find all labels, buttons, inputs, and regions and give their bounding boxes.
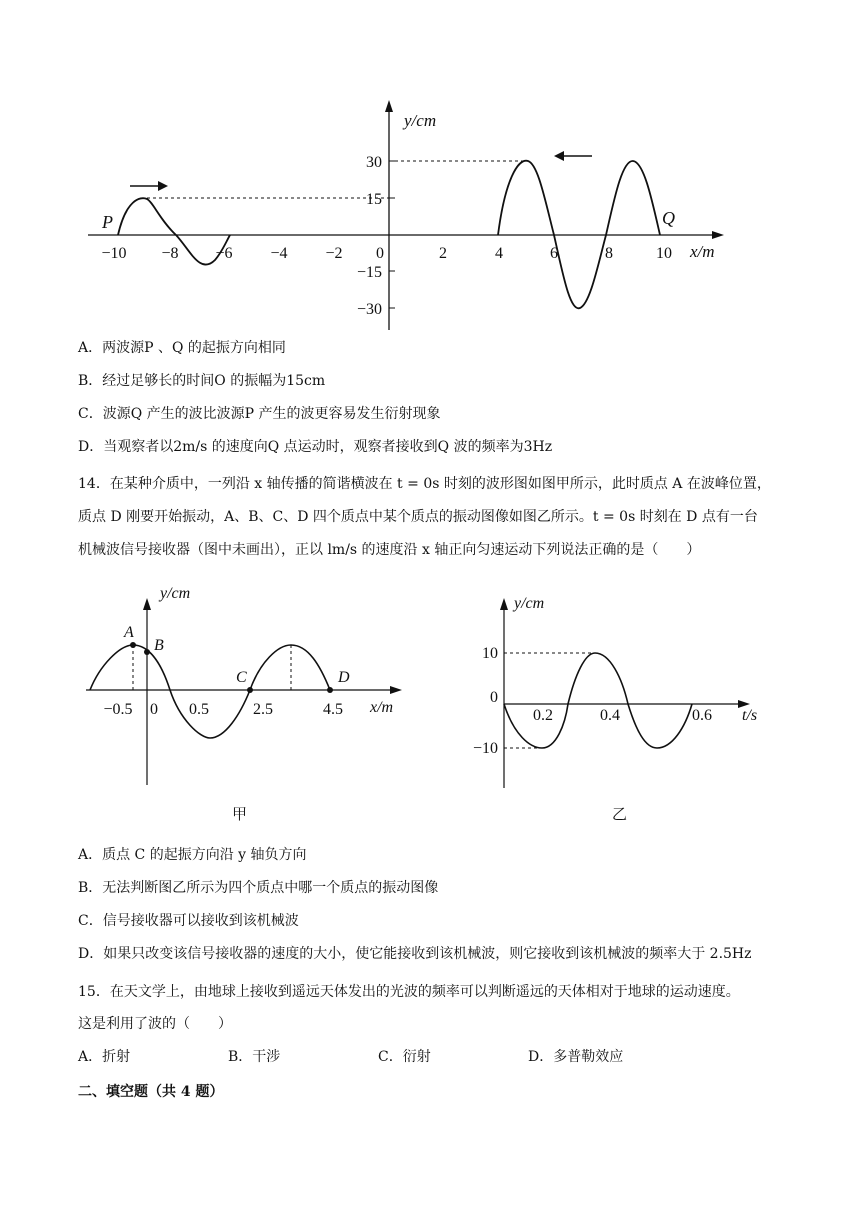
figure-yi-caption: 乙 <box>612 805 628 823</box>
point-b: B <box>154 637 164 654</box>
x-tick: 0.5 <box>189 701 209 718</box>
y-tick: 10 <box>482 645 498 662</box>
q15-option-b: B．干涉 <box>228 1049 281 1065</box>
y-axis-label: y/cm <box>160 585 191 602</box>
y-tick: 15 <box>366 191 382 208</box>
y-axis-label: y/cm <box>514 595 545 612</box>
x-axis-label: t/s <box>742 707 758 724</box>
x-tick: 6 <box>550 245 558 262</box>
y-tick: 30 <box>366 154 382 171</box>
y-tick: 0 <box>490 689 498 706</box>
x-tick: −2 <box>325 245 343 262</box>
q14-option-c: C．信号接收器可以接收到该机械波 <box>78 913 299 929</box>
q15-option-a: A．折射 <box>78 1049 131 1065</box>
y-tick: −15 <box>356 264 382 281</box>
x-axis-label: x/m <box>370 699 394 716</box>
figure-jia-caption: 甲 <box>232 805 248 823</box>
label-p: P <box>102 212 113 232</box>
q15-stem-line2: 这是利用了波的（ ） <box>78 1016 232 1032</box>
label-q: Q <box>662 208 675 228</box>
figure-q13-wave-graph <box>0 0 860 340</box>
point-d: D <box>338 669 350 686</box>
x-axis-label: x/m <box>690 242 715 261</box>
x-tick: 4 <box>495 245 503 262</box>
x-tick: 8 <box>605 245 613 262</box>
q14-stem-line3: 机械波信号接收器（图中未画出），正以 lm/s 的速度沿 x 轴正向匀速运动下列说法正确的是（ ） <box>78 542 701 558</box>
x-tick: −10 <box>101 245 127 262</box>
section-title: 二、填空题（共 4 题） <box>78 1084 224 1100</box>
point-c: C <box>236 669 247 686</box>
q14-option-a: A．质点 C 的起振方向沿 y 轴负方向 <box>78 847 307 863</box>
x-tick: −0.5 <box>103 701 133 718</box>
q13-option-d: D．当观察者以2m/s 的速度向Q 点运动时，观察者接收到Q 波的频率为3Hz <box>78 439 553 455</box>
x-tick: 2 <box>439 245 447 262</box>
x-tick: −4 <box>270 245 288 262</box>
x-tick: −6 <box>215 245 233 262</box>
q14-stem-line1: 14．在某种介质中，一列沿 x 轴传播的简谐横波在 t = 0s 时刻的波形图如图甲所示，此时质点 A 在波峰位置， <box>78 476 771 492</box>
q14-option-d: D．如果只改变该信号接收器的速度的大小，使它能接收到该机械波，则它接收到该机械波的频率大于 2.5Hz <box>78 946 752 962</box>
x-tick: −8 <box>161 245 179 262</box>
q13-option-c: C．波源Q 产生的波比波源P 产生的波更容易发生衍射现象 <box>78 406 441 422</box>
y-tick: −30 <box>356 301 382 318</box>
q15-option-c: C．衍射 <box>378 1049 431 1065</box>
y-axis-label: y/cm <box>404 111 437 130</box>
figure-yi-vibration-graph <box>460 570 760 800</box>
x-tick: 4.5 <box>323 701 343 718</box>
y-tick: −10 <box>472 740 498 757</box>
x-tick: 0.6 <box>692 707 712 724</box>
point-a: A <box>124 624 134 641</box>
x-tick: 0 <box>376 245 384 262</box>
q13-option-b: B．经过足够长的时间O 的振幅为15cm <box>78 373 326 389</box>
q14-stem-line2: 质点 D 刚要开始振动，A、B、C、D 四个质点中某个质点的振动图像如图乙所示。t = 0s 时刻在 D 点有一台 <box>78 509 758 525</box>
x-tick: 2.5 <box>253 701 273 718</box>
x-tick: 0.4 <box>600 707 620 724</box>
figure-jia-wave-graph <box>0 570 420 800</box>
q14-option-b: B．无法判断图乙所示为四个质点中哪一个质点的振动图像 <box>78 880 439 896</box>
x-tick: 0 <box>150 701 158 718</box>
q13-option-a: A．两波源P 、Q 的起振方向相同 <box>78 340 286 356</box>
q15-stem-line1: 15．在天文学上，由地球上接收到遥远天体发出的光波的频率可以判断遥远的天体相对于地球的运动速度。 <box>78 984 740 1000</box>
x-tick: 10 <box>656 245 672 262</box>
q15-option-d: D．多普勒效应 <box>528 1049 624 1065</box>
x-tick: 0.2 <box>533 707 553 724</box>
